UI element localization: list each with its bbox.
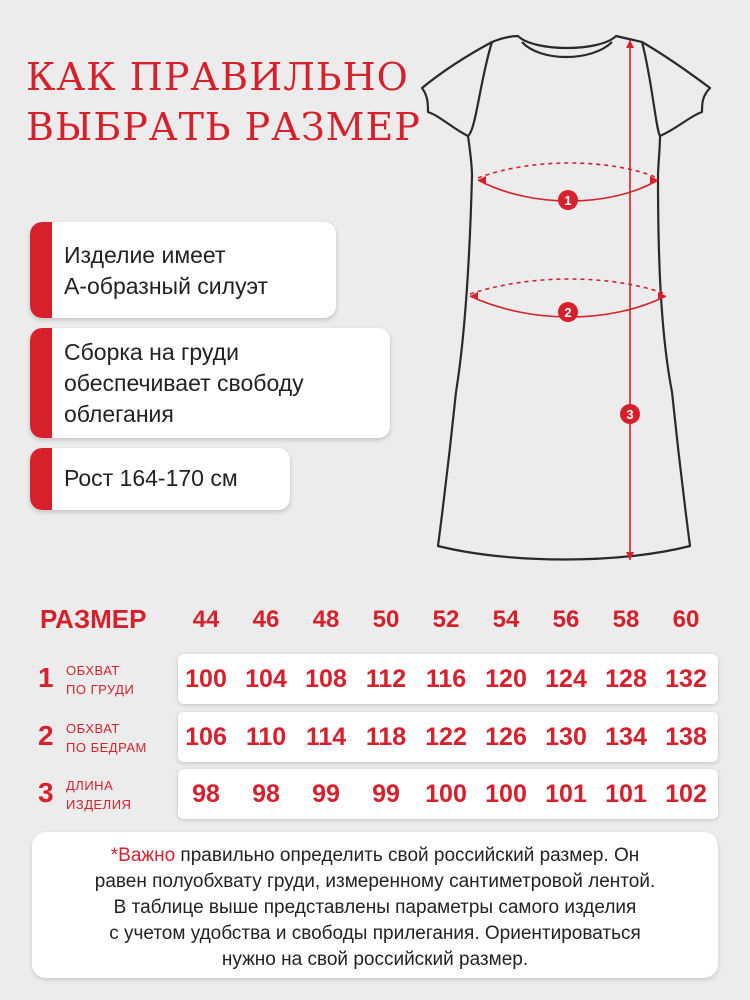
row-label [66,719,147,757]
feature-text: А-образный силуэт [64,273,269,299]
table-cell: 120 [485,665,527,693]
table-cell: 100 [425,780,467,808]
card-accent-bar [30,448,52,510]
page-title [26,52,421,152]
note-line: равен полуобхвату груди, измеренному сантиметровой лентой. [94,871,656,892]
size-header-cell: 60 [672,606,700,633]
table-cell: 138 [665,723,707,751]
table-cell: 99 [372,780,400,808]
table-cell: 99 [312,780,340,808]
sleeve-seam-right [642,42,660,136]
table-cell: 114 [305,723,347,751]
note-line: с учетом удобства и свободы прилегания. Ориентироваться [109,923,641,944]
row-label-line: ПО БЕДРАМ [66,740,147,755]
marker-3-label: 3 [626,407,634,422]
table-cell: 116 [425,665,467,693]
size-header-cell: 54 [492,606,520,633]
card-accent-bar [30,222,52,318]
table-cell: 110 [245,723,287,751]
row-label-line: ИЗДЕЛИЯ [66,797,132,812]
table-cell: 122 [425,723,467,751]
table-cell: 100 [185,665,227,693]
feature-card-silhouette [30,222,336,318]
row-label-line: ПО ГРУДИ [66,682,135,697]
row-label-line: ОБХВАТ [66,663,120,678]
chest-line-back [478,163,658,178]
title-line-1: КАК ПРАВИЛЬНО [26,55,409,99]
size-header-cell: 50 [372,606,400,633]
size-header-cell: 48 [312,606,340,633]
dress-measurement-diagram [420,30,720,570]
table-cell: 128 [605,665,647,693]
size-header-label: РАЗМЕР [40,604,147,634]
table-cell: 98 [252,780,280,808]
table-cell: 101 [545,780,587,808]
row-number: 1 [38,662,54,693]
title-line-2: ВЫБРАТЬ РАЗМЕР [26,105,421,149]
table-row [0,769,750,819]
important-note [32,832,718,978]
note-line [32,843,718,869]
note-line: нужно на свой российский размер. [221,949,529,970]
table-cell: 124 [545,665,587,693]
table-row [0,654,750,704]
size-header-cell: 44 [192,606,220,633]
arrow-head [626,40,634,48]
note-accent: *Важно [110,845,176,866]
feature-text: Изделие имеет [64,242,226,268]
table-cell: 132 [665,665,707,693]
table-cell: 100 [485,780,527,808]
table-cell: 106 [185,723,227,751]
table-cell: 134 [605,723,647,751]
table-cell: 108 [305,665,347,693]
table-cell: 98 [192,780,220,808]
note-line: В таблице выше представлены параметры самого изделия [113,897,637,918]
size-header-cell: 52 [432,606,460,633]
feature-card-height [30,448,290,510]
table-cell: 126 [485,723,527,751]
row-number: 2 [38,720,54,751]
marker-1-label: 1 [564,193,572,208]
feature-text: Рост 164-170 см [64,465,238,491]
table-cell: 104 [245,665,287,693]
table-row [0,712,750,762]
row-label [66,776,131,814]
sleeve-seam-left [468,42,492,136]
feature-text: обеспечивает свободу [64,370,304,396]
table-cell: 118 [365,723,407,751]
table-cell: 112 [365,665,407,693]
size-header-cell: 46 [252,606,280,633]
row-label-line: ДЛИНА [66,778,114,793]
size-header-cell: 58 [612,606,640,633]
row-number: 3 [38,777,54,808]
feature-text: облегания [64,401,174,427]
table-cell: 101 [605,780,647,808]
feature-card-gathering [30,328,390,438]
card-accent-bar [30,328,52,438]
size-table-header [0,600,750,644]
dress-outline [422,36,710,560]
row-label [66,661,134,699]
feature-text: Сборка на груди [64,339,239,365]
hip-line-back [470,279,666,294]
table-cell: 102 [665,780,707,808]
note-text: правильно определить свой российский размер. Он [175,845,640,866]
size-header-cell: 56 [552,606,580,633]
row-label-line: ОБХВАТ [66,721,120,736]
table-cell: 130 [545,723,587,751]
marker-2-label: 2 [564,305,572,320]
